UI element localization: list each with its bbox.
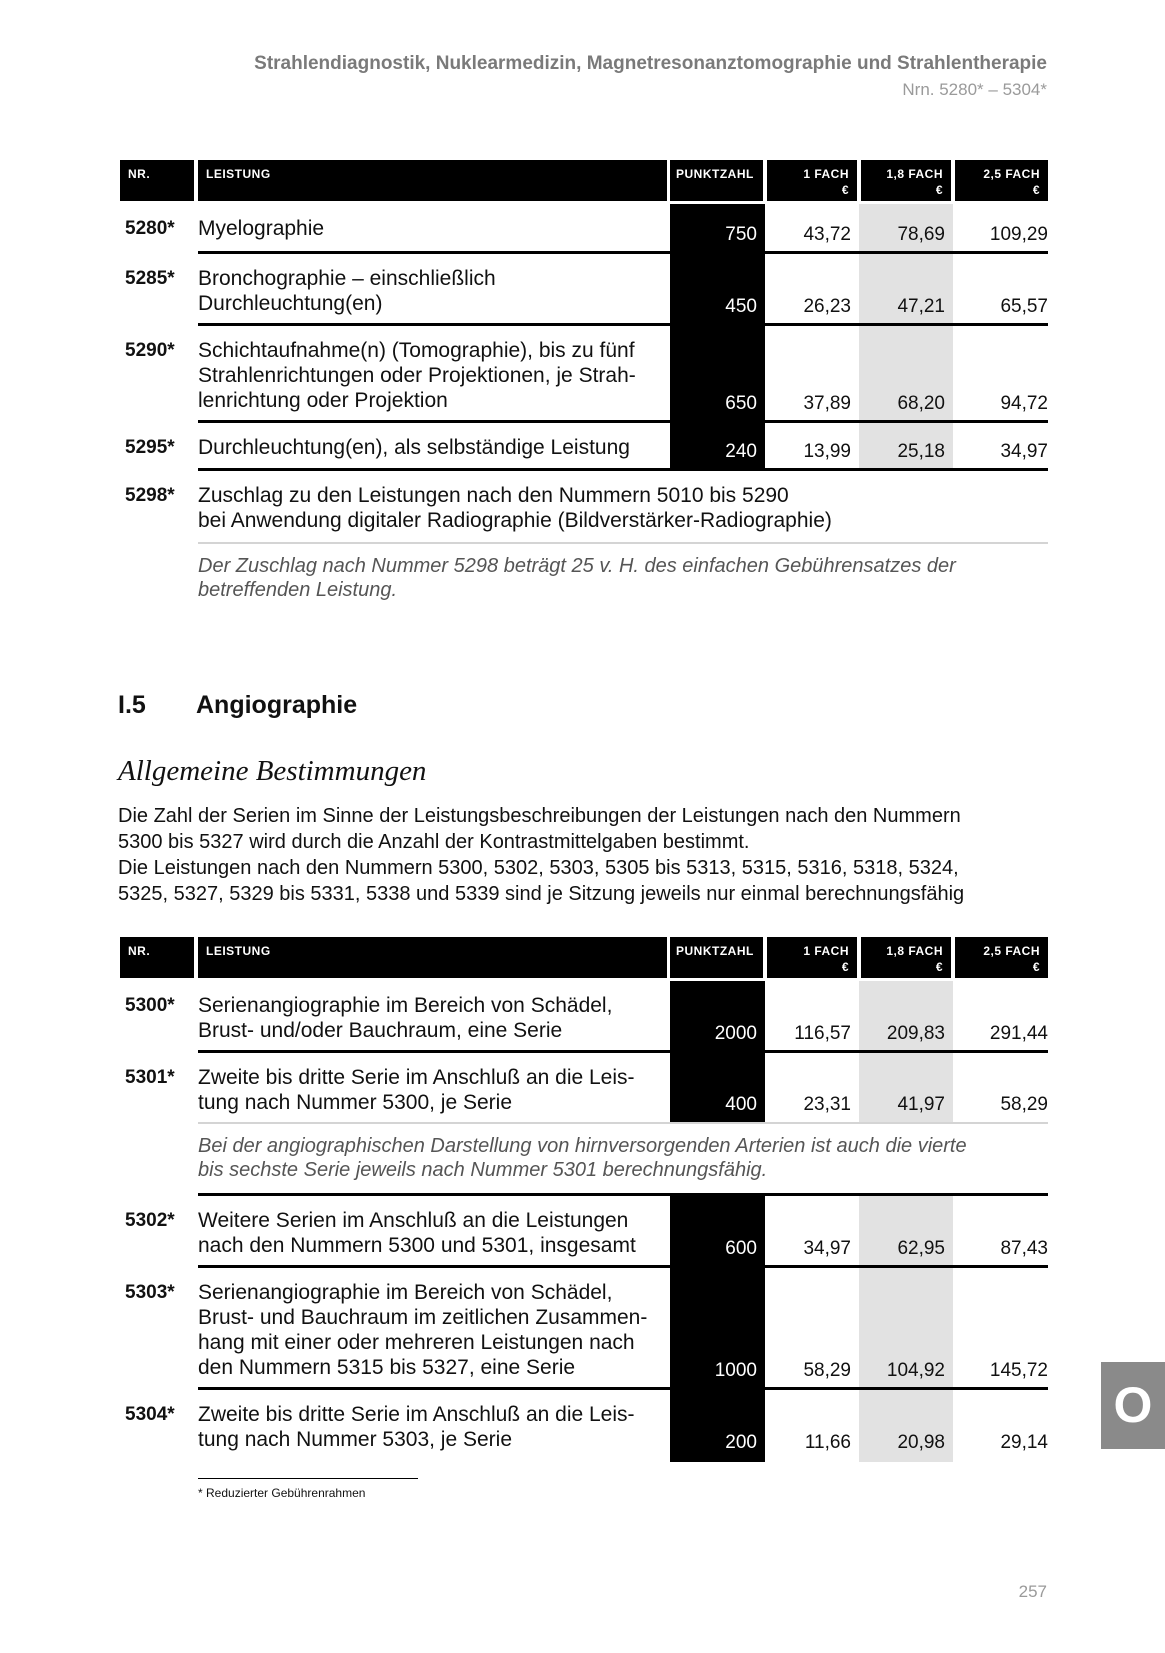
running-header-range: Nrn. 5280* – 5304* [902,80,1047,99]
table-row [120,981,1048,1053]
row-fee-25fach: 109,29 [989,224,1048,245]
table-header [120,937,1048,978]
row-fee-25fach: 87,43 [1000,1238,1048,1259]
row-fee-1fach: 13,99 [803,441,851,462]
row-description: Weitere Serien im Anschluß an die Leistungen nach den Nummern 5300 und 5301, insgesamt [198,1209,636,1257]
chapter-tab: O [1101,1362,1165,1449]
row-description: Bronchographie – einschließlich Durchleuchtung(en) [198,267,496,315]
row-fee-1fach: 11,66 [804,1432,851,1453]
row-description: Zuschlag zu den Leistungen nach den Nummern 5010 bis 5290 bei Anwendung digitaler Radiographie (Bildverstärker-Radiographie) [198,484,832,532]
table-note-row [120,1124,1048,1196]
row-punktzahl: 600 [725,1238,757,1259]
row-punktzahl: 400 [725,1094,757,1115]
col-18fach-header: 1,8 FACH € [861,160,951,201]
section-title: Angiographie [196,691,358,719]
row-divider [198,542,1048,544]
col-25fach-header: 2,5 FACH € [955,937,1048,978]
table-row [120,326,1048,423]
row-fee-25fach: 34,97 [1000,441,1048,462]
row-fee-18fach: 41,97 [897,1094,945,1115]
row-fee-25fach: 291,44 [989,1023,1048,1044]
row-fee-25fach: 29,14 [1000,1432,1048,1453]
table-row [120,254,1048,326]
row-fee-18fach: 62,95 [897,1238,945,1259]
row-description: Durchleuchtung(en), als selbständige Leistung [198,436,630,459]
row-number: 5300* [125,995,175,1016]
row-number: 5298* [125,485,175,506]
row-punktzahl: 650 [725,393,757,414]
table-row [120,1196,1048,1268]
col-punktzahl-header: PUNKTZAHL [670,937,763,978]
col-leistung-header: LEISTUNG [198,160,667,201]
col-nr-header: NR. [120,937,194,978]
row-description: Schichtaufnahme(n) (Tomographie), bis zu fünf Strahlenrichtungen oder Projektionen, je Strah- lenrichtung oder Projektion [198,339,636,412]
col-punktzahl-header: PUNKTZAHL [670,160,763,201]
row-fee-1fach: 43,72 [803,224,851,245]
row-number: 5303* [125,1282,175,1303]
row-fee-18fach: 68,20 [897,393,945,414]
footnote: * Reduzierter Gebührenrahmen [198,1486,366,1500]
row-fee-1fach: 26,23 [803,296,851,317]
row-punktzahl: 450 [725,296,757,317]
row-description: Zweite bis dritte Serie im Anschluß an die Leis- tung nach Nummer 5300, je Serie [198,1066,635,1114]
row-number: 5304* [125,1404,175,1425]
row-fee-18fach: 209,83 [886,1023,945,1044]
row-number: 5285* [125,268,175,289]
general-provisions [118,803,1038,907]
running-header-title: Strahlendiagnostik, Nuklearmedizin, Magnetresonanztomographie und Strahlentherapie [254,53,1047,74]
fee-table-1 [120,160,1048,602]
row-number: 5295* [125,437,175,458]
row-number: 5301* [125,1067,175,1088]
table-header [120,160,1048,201]
row-fee-25fach: 65,57 [1000,296,1048,317]
table-row [120,1268,1048,1390]
row-number: 5302* [125,1210,175,1231]
row-fee-18fach: 78,69 [897,224,945,245]
provision-paragraph: Die Zahl der Serien im Sinne der Leistungsbeschreibungen der Leistungen nach den Nummern 5300 bis 5327 wird durch die Anzahl der Kontrastmittelgaben bestimmt. [118,805,961,853]
col-25fach-header: 2,5 FACH € [955,160,1048,201]
row-punktzahl: 750 [725,224,757,245]
row-fee-25fach: 145,72 [989,1360,1048,1381]
subsection-title: Allgemeine Bestimmungen [118,755,427,787]
row-number: 5280* [125,218,175,239]
row-description: Myelographie [198,217,325,240]
row-fee-1fach: 34,97 [803,1238,851,1259]
row-punktzahl: 240 [725,441,757,462]
col-1fach-header: 1 FACH € [767,937,857,978]
row-number: 5290* [125,340,175,361]
row-fee-18fach: 104,92 [886,1360,945,1381]
col-nr-header: NR. [120,160,194,201]
col-18fach-header: 1,8 FACH € [861,937,951,978]
footnote-divider [198,1478,418,1479]
row-fee-25fach: 58,29 [1000,1094,1048,1115]
row-fee-18fach: 25,18 [897,441,945,462]
table-row [120,1053,1048,1124]
provision-paragraph: Die Leistungen nach den Nummern 5300, 5302, 5303, 5305 bis 5313, 5315, 5316, 5318, 5324, 5325, 5327, 5329 bis 5331, 5338 und 5339 sind je Sitzung jeweils nur einmal berechnungsfähig [118,857,965,905]
row-fee-1fach: 116,57 [794,1023,851,1044]
row-fee-1fach: 23,31 [803,1094,851,1115]
table-row [120,423,1048,471]
table-note: Bei der angiographischen Darstellung von hirnversorgenden Arterien ist auch die vierte bis sechste Serie jeweils nach Nummer 5301 berechnungsfähig. [198,1135,967,1181]
row-fee-18fach: 20,98 [897,1432,945,1453]
row-description: Zweite bis dritte Serie im Anschluß an die Leis- tung nach Nummer 5303, je Serie [198,1403,635,1451]
row-fee-1fach: 37,89 [803,393,851,414]
row-punktzahl: 1000 [714,1360,757,1381]
table-row [120,204,1048,254]
row-fee-25fach: 94,72 [1000,393,1048,414]
table-row [120,471,1048,544]
row-description: Serienangiographie im Bereich von Schädel, Brust- und Bauchraum im zeitlichen Zusammen- hang mit einer oder mehreren Leistungen nach den Nummern 5315 bis 5327, eine Serie [198,1281,648,1379]
page-number: 257 [1018,1582,1047,1601]
row-fee-18fach: 47,21 [897,296,945,317]
row-description: Serienangiographie im Bereich von Schädel, Brust- und/oder Bauchraum, eine Serie [198,994,613,1042]
table-row [120,1390,1048,1462]
row-punktzahl: 2000 [714,1023,757,1044]
table-note: Der Zuschlag nach Nummer 5298 beträgt 25 v. H. des einfachen Gebührensatzes der betreffenden Leistung. [198,555,956,601]
section-number: I.5 [118,691,146,719]
row-fee-1fach: 58,29 [803,1360,851,1381]
fee-table-2 [120,937,1048,1462]
col-1fach-header: 1 FACH € [767,160,857,201]
row-punktzahl: 200 [725,1432,757,1453]
col-leistung-header: LEISTUNG [198,937,667,978]
